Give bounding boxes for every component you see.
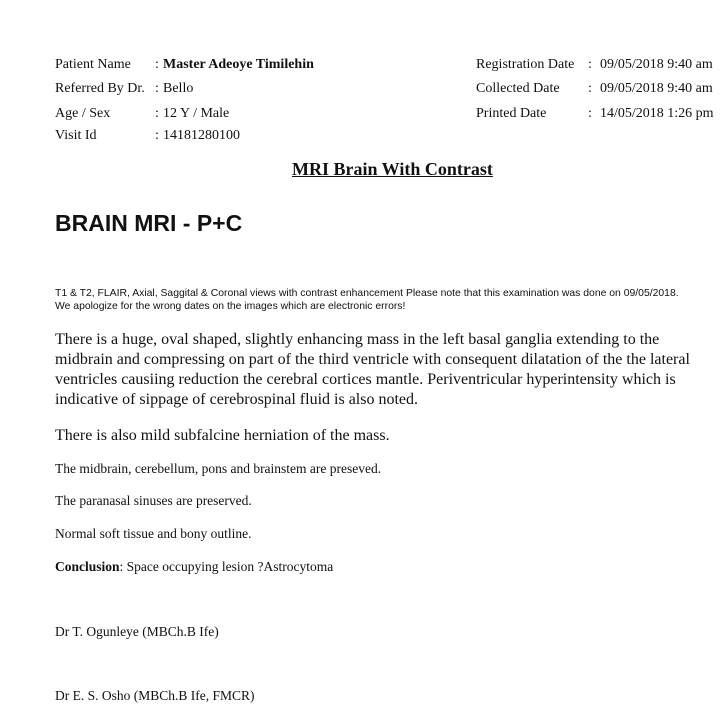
colon-separator: : bbox=[588, 106, 592, 121]
colon-separator: : bbox=[588, 81, 592, 96]
collected-date-label: Collected Date bbox=[476, 81, 560, 96]
colon-separator: : bbox=[588, 57, 592, 72]
colon-separator: : bbox=[155, 57, 159, 72]
signatory-2: Dr E. S. Osho (MBCh.B Ife, FMCR) bbox=[55, 688, 255, 703]
colon-separator: : bbox=[155, 128, 159, 143]
registration-date-value: 09/05/2018 9:40 am bbox=[600, 57, 713, 72]
printed-date-label: Printed Date bbox=[476, 106, 547, 121]
referred-by-label: Referred By Dr. bbox=[55, 81, 145, 96]
signatory-1: Dr T. Ogunleye (MBCh.B Ife) bbox=[55, 624, 219, 639]
brainstem-finding: The midbrain, cerebellum, pons and brainstem are preseved. bbox=[55, 461, 382, 476]
findings-line: midbrain and compressing on part of the third ventricle with consequent dilatation of the the lateral bbox=[55, 351, 690, 368]
sinuses-finding: The paranasal sinuses are preserved. bbox=[55, 493, 252, 508]
soft-tissue-finding: Normal soft tissue and bony outline. bbox=[55, 526, 252, 541]
technique-line: T1 & T2, FLAIR, Axial, Saggital & Coronal views with contrast enhancement Please note that this examination was done on 09/05/2018. bbox=[55, 288, 679, 299]
findings-line: There is a huge, oval shaped, slightly enhancing mass in the left basal ganglia extending to the bbox=[55, 331, 660, 348]
age-sex-label: Age / Sex bbox=[55, 106, 111, 121]
report-heading: BRAIN MRI - P+C bbox=[55, 210, 243, 236]
visit-id-value: 14181280100 bbox=[163, 128, 240, 143]
conclusion-label: Conclusion bbox=[55, 559, 120, 574]
colon-separator: : bbox=[155, 81, 159, 96]
patient-name-value: Master Adeoye Timilehin bbox=[163, 57, 314, 72]
herniation-finding: There is also mild subfalcine herniation of the mass. bbox=[55, 427, 390, 444]
colon-separator: : bbox=[155, 106, 159, 121]
referred-by-value: Bello bbox=[163, 81, 194, 96]
age-sex-value: 12 Y / Male bbox=[163, 106, 230, 121]
visit-id-label: Visit Id bbox=[55, 128, 97, 143]
conclusion bbox=[55, 558, 333, 576]
findings-line: ventricles causiing reduction the cerebral cortices mantle. Periventricular hyperintensity which is bbox=[55, 371, 676, 388]
conclusion-text: : Space occupying lesion ?Astrocytoma bbox=[119, 559, 334, 574]
registration-date-label: Registration Date bbox=[476, 57, 575, 72]
collected-date-value: 09/05/2018 9:40 am bbox=[600, 81, 713, 96]
printed-date-value: 14/05/2018 1:26 pm bbox=[600, 106, 714, 121]
technique-line: We apologize for the wrong dates on the images which are electronic errors! bbox=[55, 301, 406, 312]
patient-name-label: Patient Name bbox=[55, 57, 131, 72]
report-title: MRI Brain With Contrast bbox=[292, 159, 493, 179]
findings-line: indicative of sippage of cerebrospinal fluid is also noted. bbox=[55, 391, 419, 408]
